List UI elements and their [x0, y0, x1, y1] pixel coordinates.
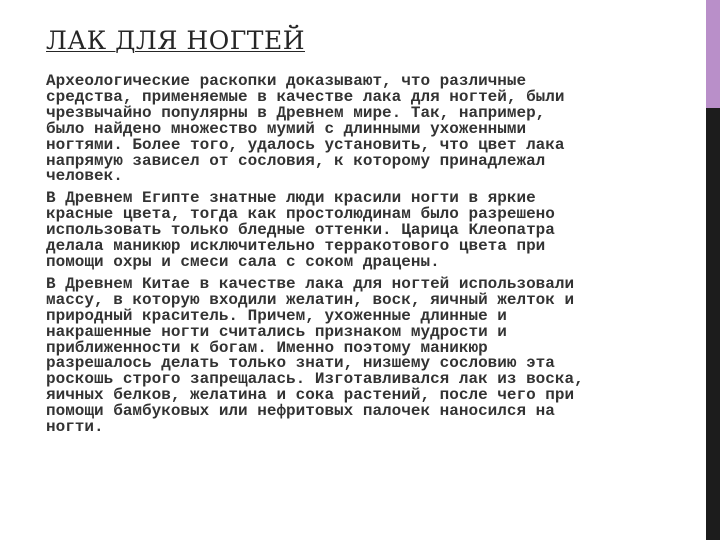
accent-bar — [706, 0, 720, 108]
slide-title: ЛАК ДЛЯ НОГТЕЙ — [46, 26, 305, 55]
paragraph-archaeology: Археологические раскопки доказывают, что различные средства, применяемые в качестве лака для ногтей, были чрезвычайно популярны в Древнем мире. Так, например, было найдено множество мумий с длинными ухоженными ногтями. Более того, удалось установить, что цвет лака напрямую зависел от сословия, к которому принадлежал человек. — [46, 72, 565, 186]
slide-body — [46, 74, 696, 442]
paragraph-ancient-egypt: В Древнем Египте знатные люди красили ногти в яркие красные цвета, тогда как простолюдинам было разрешено использовать только бледные оттенки. Царица Клеопатра делала маникюр исключительно терракотового цвета при помощи охры и смеси сала с соком драцены. — [46, 189, 555, 271]
paragraph-ancient-china: В Древнем Китае в качестве лака для ногтей использовали массу, в которую входили желатин, воск, яичный желток и природный краситель. Причем, ухоженные длинные и накрашенные ногти считались признаком мудрости и приближенности к богам. Именно поэтому маникюр разрешалось делать только знати, низшему сословию эта роскошь строго запрещалась. Изготавливался лак из воска, яичных белков, желатина и сока растений, после чего при помощи бамбуковых или нефритовых палочек наносился на ногти. — [46, 274, 584, 437]
side-bar — [706, 108, 720, 540]
